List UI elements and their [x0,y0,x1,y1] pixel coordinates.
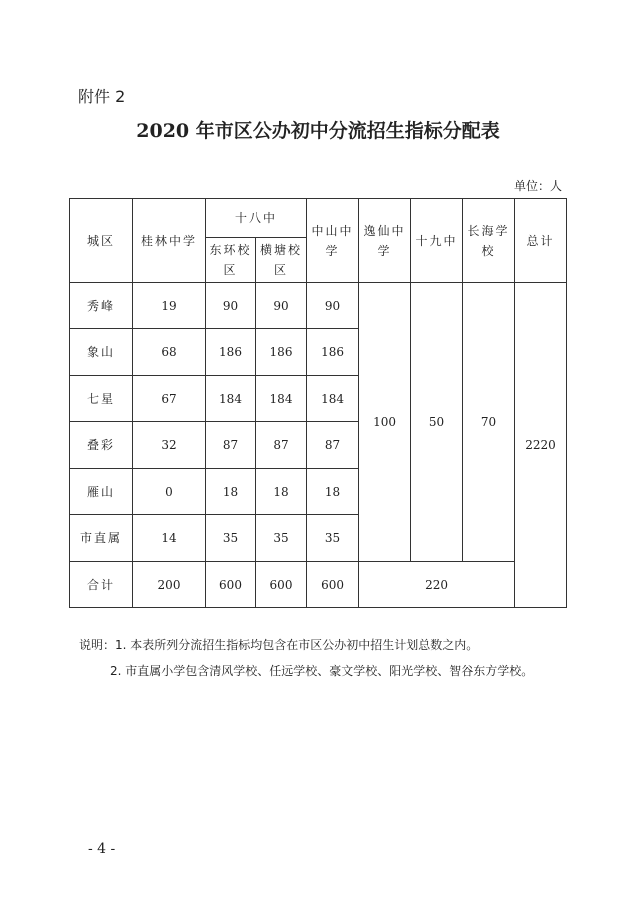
cell-zhongshan: 18 [307,469,359,515]
cell-hengtang: 186 [256,329,307,376]
header-yixian: 逸仙中学 [359,199,411,283]
cell-guilin: 32 [133,422,206,469]
allocation-table [69,198,567,608]
cell-guilin: 14 [133,515,206,562]
header-total: 总计 [515,199,567,283]
header-guilin: 桂林中学 [133,199,206,283]
cell-district: 雁山 [70,469,133,515]
cell-guilin: 19 [133,283,206,329]
cell-zhongshan: 87 [307,422,359,469]
note-1: 说明：1. 本表所列分流招生指标均包含在市区公办初中招生计划总数之内。 [79,638,479,652]
cell-zhongshan: 35 [307,515,359,562]
totals-row [70,562,567,608]
unit-label: 单位：人 [513,179,562,193]
cell-dongfang: 184 [206,376,256,422]
page-number: - 4 - [88,841,116,857]
cell-district: 七星 [70,376,133,422]
cell-zhongshan: 186 [307,329,359,376]
cell-hengtang: 90 [256,283,307,329]
totals-zhongshan: 600 [307,562,359,608]
cell-dongfang: 90 [206,283,256,329]
cell-district: 秀峰 [70,283,133,329]
cell-dongfang: 18 [206,469,256,515]
page-title: 2020 年市区公办初中分流招生指标分配表 [136,120,500,142]
cell-zhongshan: 184 [307,376,359,422]
cell-dongfang: 186 [206,329,256,376]
header-shibazhong: 十八中 [206,199,307,238]
cell-zhongshan: 90 [307,283,359,329]
header-district: 城区 [70,199,133,283]
note-2: 2. 市直属小学包含清风学校、任远学校、豪文学校、阳光学校、智谷东方学校。 [110,664,534,678]
totals-hengtang: 600 [256,562,307,608]
cell-district: 叠彩 [70,422,133,469]
header-shijiu: 十九中 [411,199,463,283]
cell-dongfang: 35 [206,515,256,562]
cell-hengtang: 87 [256,422,307,469]
cell-district: 象山 [70,329,133,376]
cell-dongfang: 87 [206,422,256,469]
totals-dongfang: 600 [206,562,256,608]
header-zhongshan: 中山中学 [307,199,359,283]
cell-hengtang: 35 [256,515,307,562]
table-row [70,283,567,329]
totals-guilin: 200 [133,562,206,608]
cell-shijiu-merged: 50 [411,283,463,562]
totals-label: 合计 [70,562,133,608]
cell-changhai-merged: 70 [463,283,515,562]
cell-total-merged: 2220 [515,283,567,608]
cell-guilin: 0 [133,469,206,515]
cell-hengtang: 18 [256,469,307,515]
header-changhai: 长海学校 [463,199,515,283]
cell-district: 市直属 [70,515,133,562]
attachment-label: 附件 2 [78,87,126,106]
header-row-1 [70,199,567,238]
totals-combined: 220 [359,562,515,608]
notes [79,632,533,684]
header-dongfang: 东环校区 [206,238,256,283]
cell-hengtang: 184 [256,376,307,422]
cell-guilin: 68 [133,329,206,376]
header-hengtang: 横塘校区 [256,238,307,283]
cell-guilin: 67 [133,376,206,422]
cell-yixian-merged: 100 [359,283,411,562]
